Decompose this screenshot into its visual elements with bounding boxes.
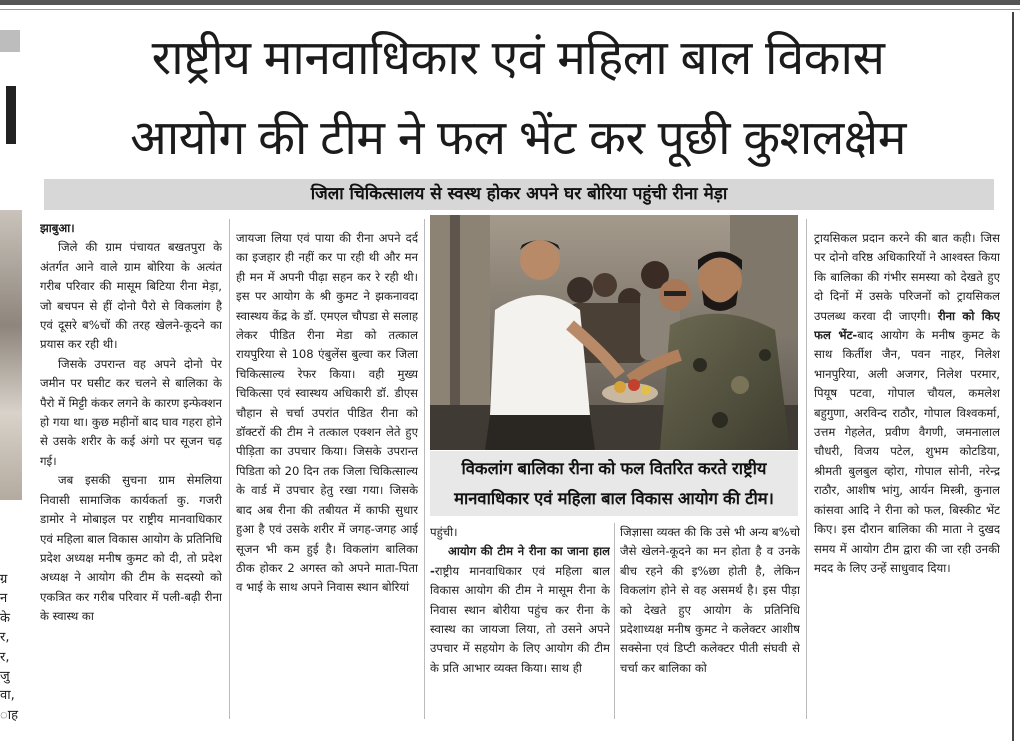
article-column-1 bbox=[40, 219, 222, 719]
fragment: र, bbox=[0, 630, 10, 646]
caption-line-2: मानवाधिकार एवं महिला बाल विकास आयोग की टीम। bbox=[454, 489, 774, 508]
paragraph-text: राष्ट्रीय मानवाधिकार एवं महिला बाल विकास आयोग की टीम ने मासूम रीना के निवास स्थान बोरीया पहुंच कर रीना के स्वास्थ का जायजा लिया, तो उसने अपने उपचार में सहयोग के लिए आयोग की टीम के प्रति आभार व्यक्त किया। साथ ही bbox=[430, 563, 610, 675]
news-photo bbox=[430, 215, 798, 450]
top-border bbox=[0, 0, 1020, 5]
paragraph: जिसके उपरान्त वह अपने दोनो पेर जमीन पर घसीट कर चलने से बालिका के पैरो में मिट्टी कंकर लगने के कारण इन्फेक्शन हो गया था। कुछ महीनों बाद घाव गहरा होने से उसके शरीर के कई अंगो पर सूजन चढ़ गई। bbox=[40, 356, 222, 468]
inline-subhead: रीना को किए फल भेंट- bbox=[814, 308, 1000, 343]
paragraph: जायजा लिया एवं पाया की रीना अपने दर्द का इजहार ही नहीं कर पा रही थी और मन ही मन में अपनी पीढ़ा सहन कर रे रही थी। इस पर आयोग के श्री कुमट ने झकनावदा स्वास्थय केंद्र के डॉ. एमएल चौपडा से सलाह लेकर पीडित रीना मेडा को तत्काल रायपुरिया से 108 एंबुलेंस बुल्वा कर जिला चिकित्साल्य रेफर किया। वही मुख्य चिकित्सा एवं स्वास्थय अधिकारी डॉ. डीएस चौहान से चर्चा उपरांत पीडित रीना को डॉक्टरों की टीम ने तत्काल एक्शन लेते हुए पीड़िता का उपचार किया। जिसके उपरान्त पिडिता को 20 दिन तक जिला चिकित्साल्य के वार्ड में उपचार हेतु रखा गया। जिसके बाद अब रीना की तबीयत में काफी सुधार हुआ है एवं उसके शरीर में जगह-जगह आई सूजन भी कम हुई है। विकलांग बालिका ठीक होकर 2 अगस्त को अपने माता-पिता व भाई के साथ अपने निवास स्थान बोरियां bbox=[236, 231, 418, 595]
column-divider bbox=[806, 219, 807, 719]
inline-subhead: आयोग की टीम ने रीना का जाना हाल - bbox=[430, 544, 610, 578]
headline-line-2: आयोग की टीम ने फल भेंट कर पूछी कुशलक्षेम bbox=[130, 110, 906, 166]
adjacent-text-fragments bbox=[0, 570, 22, 725]
adjacent-article-edge bbox=[0, 30, 22, 741]
paragraph-text: ट्रायसिकल प्रदान करने की बात कही। जिस पर दोनो वरिष्ठ अधिकारियों ने आश्वस्त किया कि बालिका की गंभीर समस्या को देखते हुए दो दिनों में उसके परिजनों को ट्रायसिकल उपलब्ध करवा दी जाएगी। bbox=[814, 231, 1000, 323]
paragraph: जिले की ग्राम पंचायत बखतपुरा के अंतर्गत आने वाले ग्राम बोरिया के अत्यंत गरीब परिवार की मासूम बिटिया रीना मेड़ा, जो बचपन से हीं दोनो पैरो से विकलांग है एवं दूसरे ब%चों की तरह खेलने-कूदने का प्रयास कर रही थी। bbox=[40, 240, 222, 352]
column-divider bbox=[424, 219, 425, 719]
article-column-2 bbox=[236, 229, 418, 719]
caption-line-1: विकलांग बालिका रीना को फल वितरित करते राष्ट्रीय bbox=[461, 459, 767, 478]
fragment: र, bbox=[0, 649, 10, 665]
paragraph-with-subhead bbox=[430, 542, 610, 678]
fragment: वा, bbox=[0, 688, 15, 704]
paragraph: जिज्ञासा व्यक्त की कि उसे भी अन्य ब%चो जैसे खेलने-कूदने का मन होता है व उनके बीच रहने की इ%छा होती है, लेकिन विकलांग होने से वह असमर्थ है। इस पीड़ा को देखते हुए आयोग के प्रतिनिधि प्रदेशाध्यक्ष मनीष कुमट ने कलेक्टर आशीष सक्सेना एवं डिप्टी कलेक्टर पीती संघवी से चर्चा कर बालिका को bbox=[620, 525, 800, 675]
dateline: झाबुआ। bbox=[40, 221, 75, 235]
article-column-3 bbox=[430, 523, 610, 719]
adjacent-headline-fragment bbox=[0, 80, 22, 152]
headline-line-1: राष्ट्रीय मानवाधिकार एवं महिला बाल विकास bbox=[151, 30, 885, 86]
fragment: के bbox=[0, 610, 10, 626]
adjacent-grey-block bbox=[0, 30, 20, 52]
paragraph-with-subhead bbox=[814, 229, 1000, 578]
column-divider bbox=[229, 219, 230, 719]
paragraph: पहुंची। bbox=[430, 525, 458, 539]
fragment: ाह bbox=[0, 707, 18, 723]
right-border bbox=[1012, 12, 1014, 741]
photo-illustration bbox=[430, 215, 798, 450]
subheadline: जिला चिकित्सालय से स्वस्थ होकर अपने घर बोरिया पहुंची रीना मेड़ा bbox=[44, 179, 994, 210]
column-divider bbox=[614, 523, 615, 719]
paragraph: जब इसकी सुचना ग्राम सेमलिया निवासी सामाजिक कार्यकर्ता कु. गजरी डामोर ने मोबाइल पर राष्ट्रीय मानवाधिकार एवं महिला बाल विकास आयोग के प्रतिनिधि प्रदेश अध्यक्ष मनीष कुमट को दी, तो प्रदेश अध्यक्ष ने आयोग की टीम के सदस्यो को एकत्रित कर गरीब परिवार में पली-बढ़ी रीना के स्वास्थ का bbox=[40, 473, 222, 624]
article-column-5 bbox=[814, 229, 1000, 719]
fragment: ग्र bbox=[0, 572, 8, 587]
top-border-thin bbox=[0, 9, 1020, 10]
fragment: जु bbox=[0, 669, 10, 685]
article-column-4 bbox=[620, 523, 800, 719]
photo-caption bbox=[430, 451, 798, 516]
fragment: न bbox=[0, 591, 8, 607]
adjacent-photo-fragment bbox=[0, 210, 22, 500]
paragraph-text: बाद आयोग के मनीष कुमट के साथ किर्तीश जैन, पवन नाहर, निलेश भानपुरिया, अली अजगर, निलेश परमार, पियूष पटवा, गोपाल चौयल, कमलेश बहुगुणा, अरविन्द राठौर, गोपाल विश्वकर्मा, उत्तम गेहलेत, प्रवीण वैगणी, जमनालाल चौधरी, विजय पटेल, शुभम कोटडिया, श्रीमती बुलबुल व्होरा, गोपाल सोनी, नरेन्द्र राठौर, आशीष भांगु, आर्यन मिस्त्री, कुनाल कांसवा आदि ने रीना को फल, बिस्कीट भेंट किए। इस दौरान बालिका की माता ने दुखद समय में आयोग टीम द्वारा की जा रही उनकी मदद के लिए उन्हें साधुवाद दिया। bbox=[814, 328, 1000, 575]
